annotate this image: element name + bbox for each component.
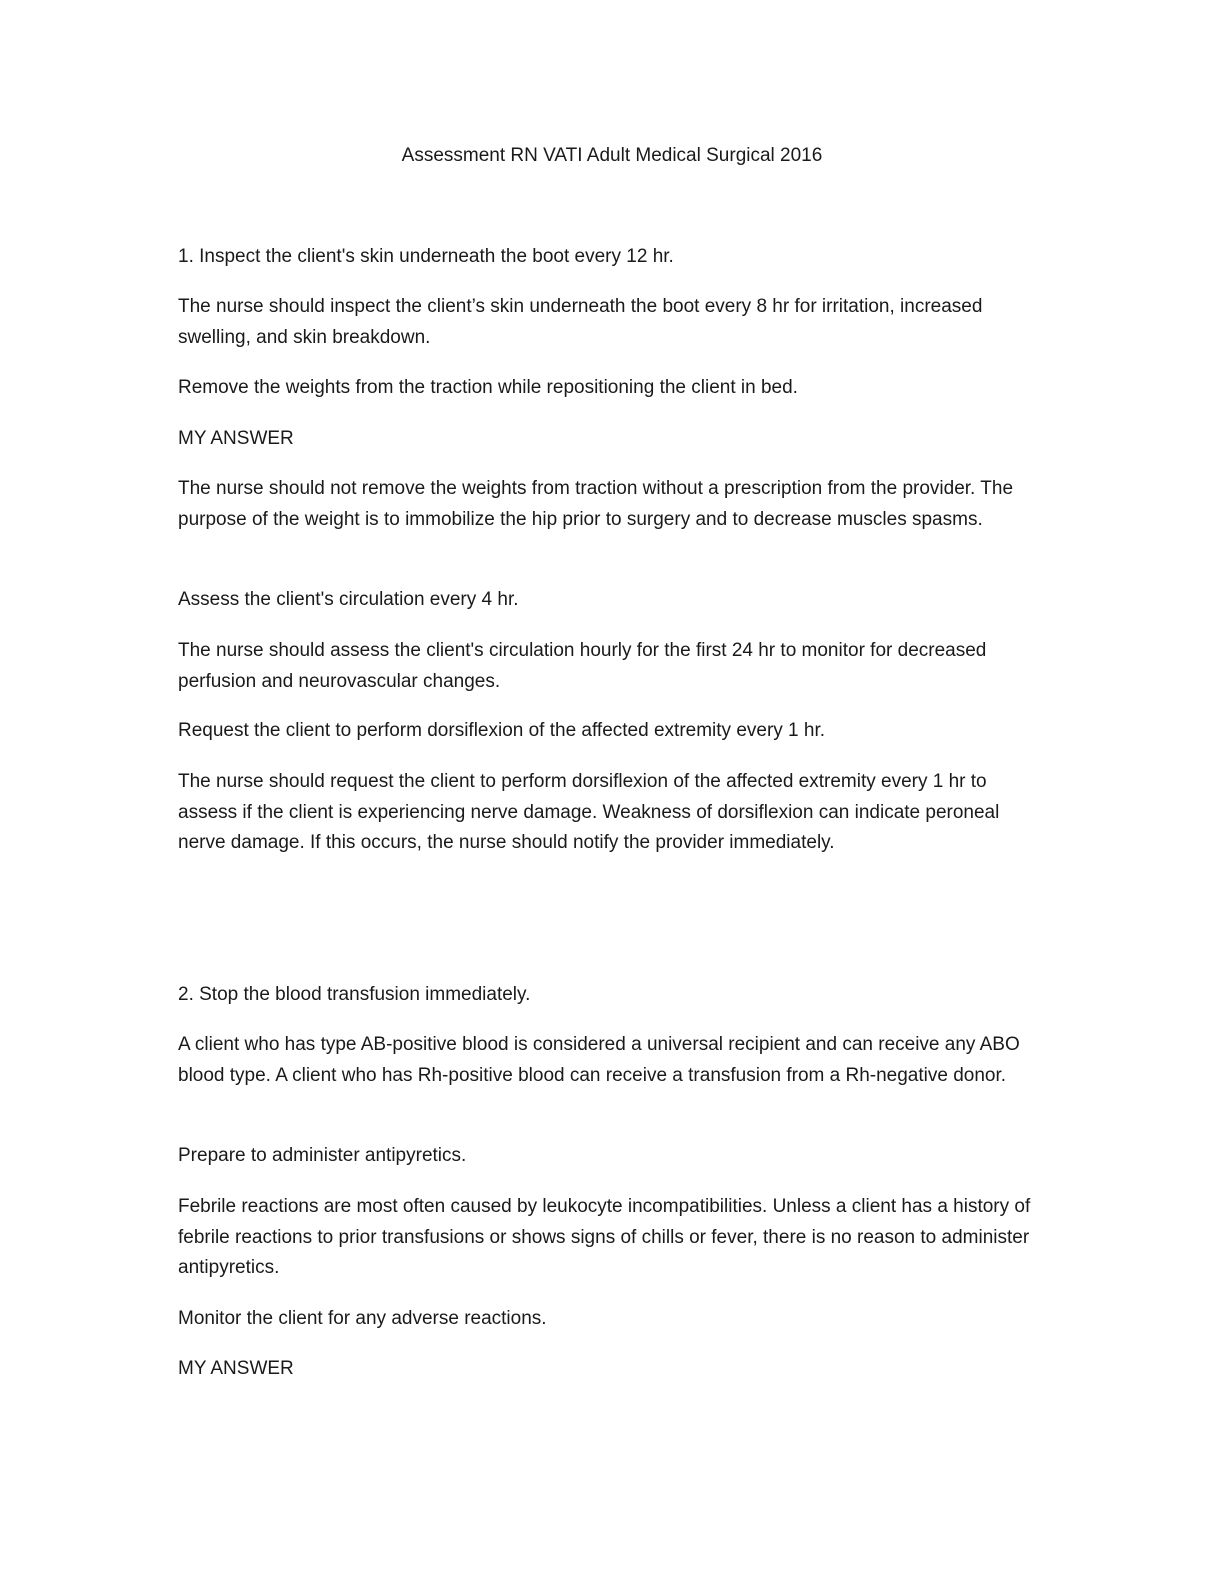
q2-rationale-text: Febrile reactions are most often caused by leukocyte incompatibilities. Unless a client has a history of febrile reactions to prior transfusions or shows signs of chills or fever, there is no reason to administer antipyretics.: [178, 1196, 1031, 1278]
q1-rationale-text: The nurse should request the client to perform dorsiflexion of the affected extremity every 1 hr to assess if the client is experiencing nerve damage. Weakness of dorsiflexion can indicate peroneal nerve damage. If this occurs, the nurse should notify the provider immediately.: [178, 771, 1000, 853]
q1-rationale-text: The nurse should not remove the weights from traction without a prescription from the provider. The purpose of the weight is to immobilize the hip prior to surgery and to decrease muscles spasms.: [178, 478, 1014, 530]
q2-rationale-text: A client who has type AB-positive blood is considered a universal recipient and can receive any ABO blood type. A client who has Rh-positive blood can receive a transfusion from a Rh-negative donor.: [178, 1034, 1020, 1086]
q2-option-text: Monitor the client for any adverse reactions.: [178, 1308, 547, 1329]
q1-option-text: Assess the client's circulation every 4 hr.: [178, 589, 519, 610]
q1-option-text: Remove the weights from the traction while repositioning the client in bed.: [178, 377, 798, 398]
q2-option-text: 2. Stop the blood transfusion immediately.: [178, 984, 531, 1005]
q1-option-text: Request the client to perform dorsiflexion of the affected extremity every 1 hr.: [178, 720, 826, 741]
q1-rationale-text: The nurse should inspect the client’s skin underneath the boot every 8 hr for irritation, increased swelling, and skin breakdown.: [178, 296, 983, 348]
my-answer-label: MY ANSWER: [178, 428, 294, 449]
q1-rationale-text: The nurse should assess the client's circulation hourly for the first 24 hr to monitor for decreased perfusion and neurovascular changes.: [178, 640, 987, 692]
q2-option-text: Prepare to administer antipyretics.: [178, 1145, 467, 1166]
document-title: Assessment RN VATI Adult Medical Surgical 2016: [401, 145, 823, 166]
my-answer-label: MY ANSWER: [178, 1358, 294, 1379]
q1-option-text: 1. Inspect the client's skin underneath the boot every 12 hr.: [178, 246, 674, 267]
